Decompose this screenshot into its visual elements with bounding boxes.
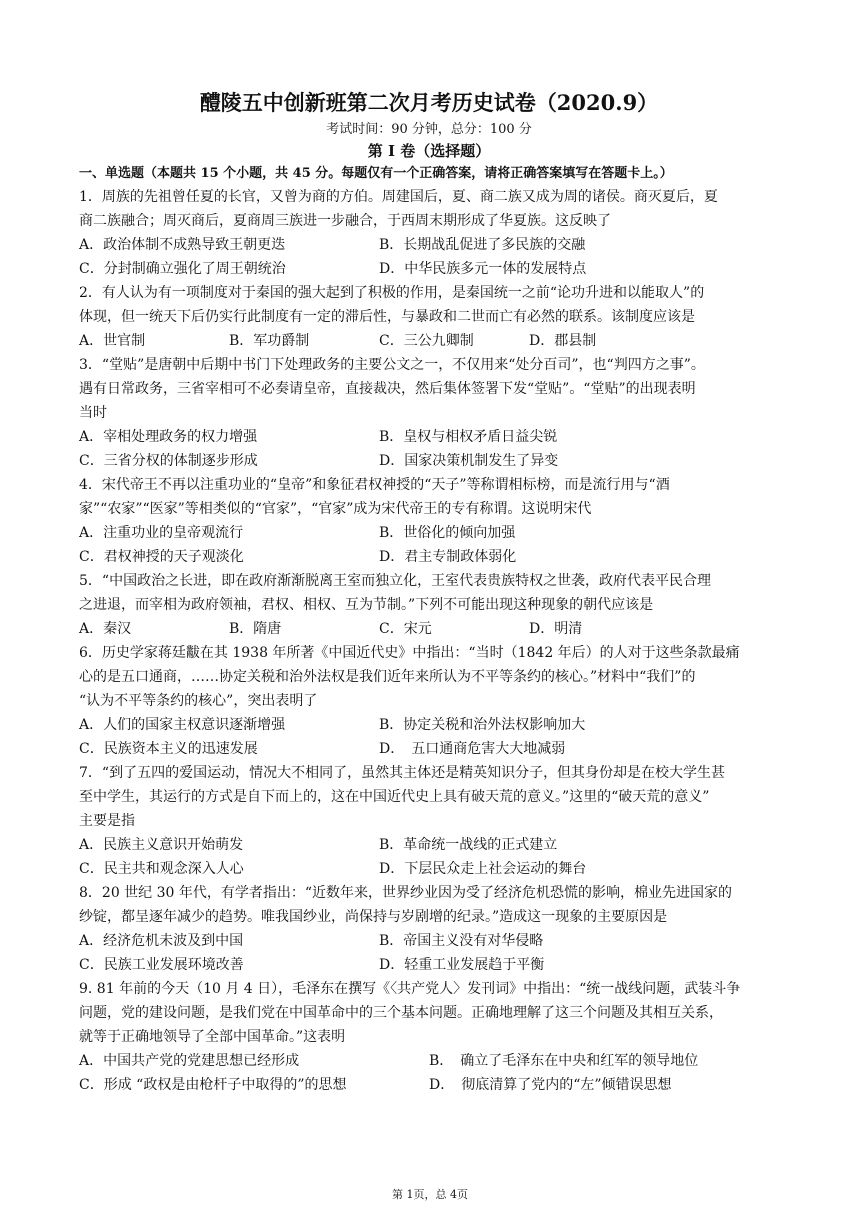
question-stem-line: 家”“农家”“医家”等相类似的“官家”，“官家”成为宋代帝王的专有称谓。这说明宋代 (79, 501, 592, 517)
option-row (79, 953, 779, 977)
option-c: C．君权神授的天子观淡化 (79, 549, 244, 565)
question-stem-line: 就等于正确地领导了全部中国革命。”这表明 (79, 1029, 346, 1045)
option-c: C．民族资本主义的迅速发展 (79, 741, 258, 757)
question-1 (79, 185, 779, 281)
question-6 (79, 641, 779, 761)
option-row (79, 425, 779, 449)
option-row (79, 521, 779, 545)
option-c: C．三公九卿制 (379, 333, 474, 349)
option-c: C．民族工业发展环境改善 (79, 957, 244, 973)
option-row (79, 1073, 779, 1097)
option-row (79, 713, 779, 737)
question-stem-line: 3．“堂贴”是唐朝中后期中书门下处理政务的主要公文之一，不仅用来“处分百司”，也“判四方之事”。 (79, 357, 705, 373)
question-4 (79, 473, 779, 569)
option-a: A．经济危机未波及到中国 (79, 933, 244, 949)
question-stem-line: 8．20 世纪 30 年代，有学者指出：“近数年来，世界纱业因为受了经济危机恐慌的影响，棉业先进国家的 (79, 885, 733, 901)
exam-page (79, 88, 779, 1097)
option-d: D．郡县制 (529, 333, 597, 349)
option-b: B．军功爵制 (229, 333, 310, 349)
option-d: D．轻重工业发展趋于平衡 (379, 957, 545, 973)
question-stem-line: “认为不平等条约的核心”，突出表明了 (79, 693, 318, 709)
option-d: D．下层民众走上社会运动的舞台 (379, 861, 587, 877)
page-footer: 第 1页，总 4页 (392, 1188, 468, 1201)
option-row (79, 233, 779, 257)
option-row (79, 617, 779, 641)
option-d: D．国家决策机制发生了异变 (379, 453, 559, 469)
option-a: A．人们的国家主权意识逐渐增强 (79, 717, 286, 733)
option-row (79, 929, 779, 953)
option-row (79, 737, 779, 761)
question-stem-line: 遇有日常政务，三省宰相可不必奏请皇帝，直接裁决，然后集体签署下发“堂贴”。“堂贴”的出现表明 (79, 381, 696, 397)
question-stem-line: 4．宋代帝王不再以注重功业的“皇帝”和象征君权神授的“天子”等称谓相标榜，而是流行用与“酒 (79, 477, 670, 493)
option-d: D． 五口通商危害大大地减弱 (379, 741, 566, 757)
question-stem-line: 之进退，而宰相为政府领袖，君权、相权、互为节制。”下列不可能出现这种现象的朝代应该是 (79, 597, 654, 613)
exam-title: 醴陵五中创新班第二次月考历史试卷（2020.9） (199, 90, 659, 115)
option-d: D．中华民族多元一体的发展特点 (379, 261, 587, 277)
question-5 (79, 569, 779, 641)
question-stem-line: 心的是五口通商，……协定关税和治外法权是我们近年来所认为不平等条约的核心。”材料中“我们”的 (79, 669, 696, 685)
question-stem-line: 5．“中国政治之长进，即在政府渐渐脱离王室而独立化，王室代表贵族特权之世袭，政府代表平民合理 (79, 573, 712, 589)
option-c: C．形成 “政权是由枪杆子中取得的”的思想 (79, 1077, 347, 1093)
question-stem-line: 9. 81 年前的今天（10 月 4 日），毛泽东在撰写《〈共产党人〉发刊词》中指出：“统一战线问题，武装斗争 (79, 981, 741, 997)
question-9 (79, 977, 779, 1097)
question-stem-line: 1．周族的先祖曾任夏的长官，又曾为商的方伯。周建国后，夏、商二族又成为周的诸侯。商灭夏后，夏 (79, 189, 718, 205)
question-stem-line: 至中学生，其运行的方式是自下而上的，这在中国近代史上具有破天荒的意义。”这里的“破天荒的意义” (79, 789, 710, 805)
option-a: A．宰相处理政务的权力增强 (79, 429, 258, 445)
question-stem-line: 纱锭，都呈逐年减少的趋势。唯我国纱业，尚保持与岁剧增的纪录。”造成这一现象的主要原因是 (79, 909, 668, 925)
option-a: A．中国共产党的党建思想已经形成 (79, 1053, 300, 1069)
option-a: A．注重功业的皇帝观流行 (79, 525, 244, 541)
question-stem-line: 当时 (79, 405, 107, 421)
option-row (79, 857, 779, 881)
option-c: C．宋元 (379, 621, 432, 637)
section-header: 一、单选题（本题共 15 个小题，共 45 分。每题仅有一个正确答案，请将正确答案填写在答题卡上。） (79, 166, 673, 181)
part-title: 第 I 卷（选择题） (367, 142, 491, 160)
option-c: C．民主共和观念深入人心 (79, 861, 244, 877)
option-b: B．协定关税和治外法权影响加大 (379, 717, 586, 733)
option-b: B．隋唐 (229, 621, 282, 637)
option-c: C．三省分权的体制逐步形成 (79, 453, 258, 469)
option-row (79, 1049, 779, 1073)
question-stem-line: 7．“到了五四的爱国运动，情况大不相同了，虽然其主体还是精英知识分子，但其身份却是在校大学生甚 (79, 765, 726, 781)
option-b: B．革命统一战线的正式建立 (379, 837, 558, 853)
question-stem-line: 体现，但一统天下后仍实行此制度有一定的滞后性，与暴政和二世而亡有必然的联系。该制度应该是 (79, 309, 695, 325)
question-3 (79, 353, 779, 473)
option-row (79, 833, 779, 857)
option-a: A．秦汉 (79, 621, 132, 637)
question-8 (79, 881, 779, 977)
exam-info: 考试时间：90 分钟，总分：100 分 (326, 122, 532, 137)
question-7 (79, 761, 779, 881)
option-row (79, 257, 779, 281)
option-d: D． 彻底清算了党内的“左”倾错误思想 (429, 1077, 672, 1093)
option-b: B．世俗化的倾向加强 (379, 525, 516, 541)
option-d: D．君主专制政体弱化 (379, 549, 517, 565)
option-b: B． 确立了毛泽东在中央和红军的领导地位 (429, 1053, 699, 1069)
option-row (79, 449, 779, 473)
question-stem-line: 问题，党的建设问题，是我们党在中国革命中的三个基本问题。正确地理解了这三个问题及其相互关系， (79, 1005, 723, 1021)
option-c: C．分封制确立强化了周王朝统治 (79, 261, 286, 277)
option-b: B．皇权与相权矛盾日益尖锐 (379, 429, 558, 445)
option-a: A．世官制 (79, 333, 146, 349)
option-b: B．长期战乱促进了多民族的交融 (379, 237, 586, 253)
option-d: D．明清 (529, 621, 583, 637)
option-a: A．民族主义意识开始萌发 (79, 837, 244, 853)
option-b: B．帝国主义没有对华侵略 (379, 933, 544, 949)
question-stem-line: 主要是指 (79, 813, 135, 829)
question-stem-line: 2．有人认为有一项制度对于秦国的强大起到了积极的作用，是秦国统一之前“论功升进和以能取人”的 (79, 285, 705, 301)
question-2 (79, 281, 779, 353)
option-row (79, 329, 779, 353)
question-stem-line: 商二族融合；周灭商后，夏商周三族进一步融合，于西周末期形成了华夏族。这反映了 (79, 213, 611, 229)
option-a: A．政治体制不成熟导致王朝更迭 (79, 237, 286, 253)
option-row (79, 545, 779, 569)
question-stem-line: 6．历史学家蒋廷黻在其 1938 年所著《中国近代史》中指出：“当时（1842 年后）的人对于这些条款最痛 (79, 645, 740, 661)
